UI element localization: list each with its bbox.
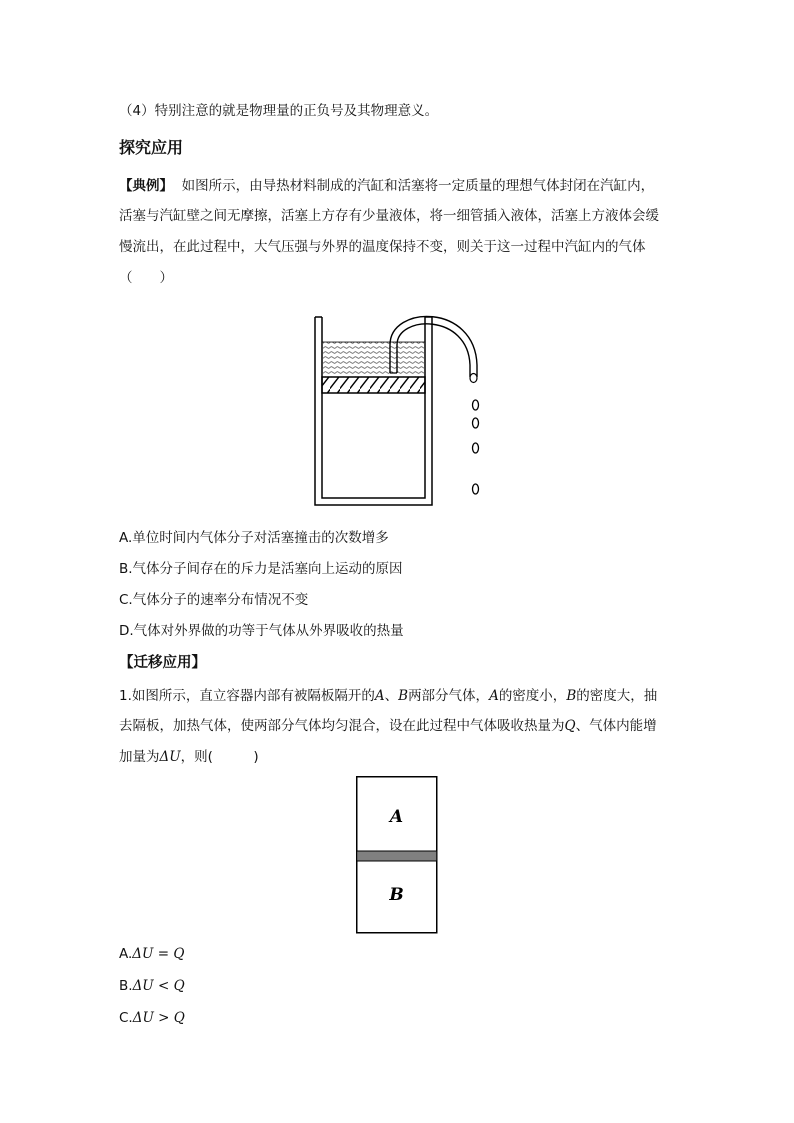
- droplet: [473, 443, 479, 453]
- q1-text: 两部分气体，: [408, 688, 490, 704]
- q1-option-b: [119, 976, 185, 996]
- example-option-a: A.单位时间内气体分子对活塞撞击的次数增多: [119, 530, 389, 546]
- partition-figure: [356, 776, 438, 934]
- liquid-layer: [322, 342, 425, 377]
- piston: [322, 377, 425, 393]
- example-blank: （ ）: [119, 270, 173, 286]
- example-option-b: B.气体分子间存在的斥力是活塞向上运动的原因: [119, 561, 403, 577]
- symbol-a: A: [374, 688, 385, 704]
- q1-text: 去隔板，加热气体，使两部分气体均匀混合，设在此过程中气体吸收热量为: [119, 718, 565, 734]
- q1-option-c: [119, 1008, 185, 1028]
- example-line-3: 慢流出，在此过程中，大气压强与外界的温度保持不变，则关于这一过程中汽缸内的气体: [119, 239, 646, 255]
- q1-text: 的密度小，: [498, 688, 567, 704]
- option-math: ΔU < Q: [132, 978, 185, 994]
- q1-text: ，则( ): [180, 749, 259, 765]
- droplet: [473, 418, 479, 428]
- symbol-delta-u: ΔU: [159, 749, 181, 765]
- option-prefix: B.: [119, 978, 133, 994]
- symbol-b: B: [398, 688, 409, 704]
- transfer-label: 【迁移应用】: [119, 655, 206, 671]
- figure-label-a: A: [389, 807, 404, 827]
- figure-label-b: B: [389, 885, 404, 905]
- q1-line-2: [119, 716, 657, 736]
- q1-sep: 、: [384, 688, 399, 704]
- symbol-a: A: [489, 688, 499, 704]
- option-prefix: C.: [119, 1010, 133, 1026]
- q1-text: 的密度大，抽: [576, 688, 658, 704]
- q1-line-3: [119, 747, 259, 767]
- q1-text: 加量为: [119, 749, 160, 765]
- q1-text: 1.如图所示，直立容器内部有被隔板隔开的: [119, 688, 375, 704]
- option-prefix: A.: [119, 946, 133, 962]
- example-label: 【典例】: [119, 178, 173, 194]
- q1-text: 、气体内能增: [575, 718, 657, 734]
- option-math: ΔU > Q: [132, 1010, 185, 1026]
- q1-option-a: [119, 944, 184, 964]
- symbol-b: B: [566, 688, 577, 704]
- symbol-q: Q: [564, 718, 576, 734]
- example-line-1: [119, 176, 654, 196]
- example-line-2: 活塞与汽缸壁之间无摩擦，活塞上方存有少量液体，将一细管插入液体，活塞上方液体会缓: [119, 208, 659, 224]
- droplet: [473, 484, 479, 494]
- example-text-1: 如图所示，由导热材料制成的汽缸和活塞将一定质量的理想气体封闭在汽缸内，: [181, 178, 655, 194]
- q1-line-1: [119, 686, 657, 706]
- droplet: [473, 400, 479, 410]
- cylinder-figure: [300, 305, 500, 515]
- note-4: （4）特别注意的就是物理量的正负号及其物理意义。: [119, 103, 439, 119]
- option-math: ΔU = Q: [132, 946, 185, 962]
- example-option-c: C.气体分子的速率分布情况不变: [119, 592, 309, 608]
- partition-plate: [357, 851, 437, 861]
- example-option-d: D.气体对外界做的功等于气体从外界吸收的热量: [119, 623, 404, 639]
- section-title: 探究应用: [119, 138, 184, 157]
